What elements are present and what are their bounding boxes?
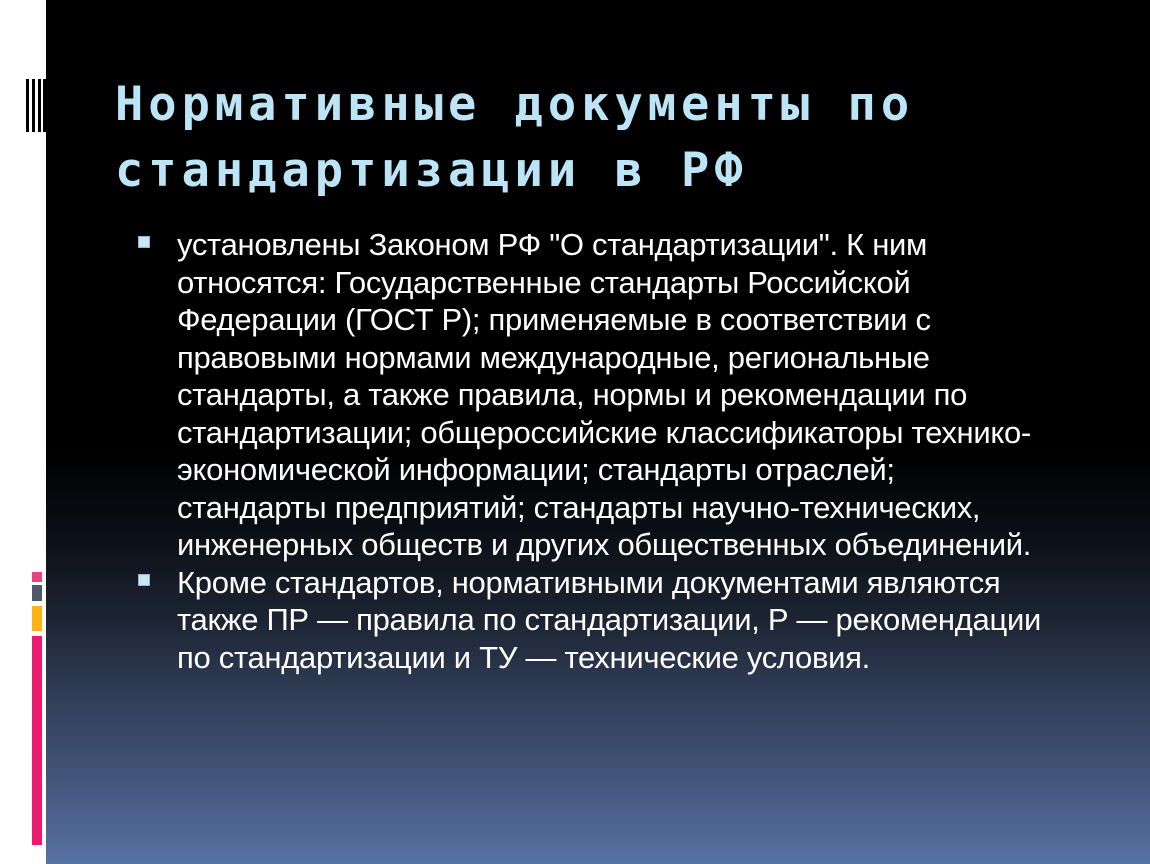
magenta-accent-bar xyxy=(32,636,42,845)
barcode-bar xyxy=(38,79,41,132)
bullet-square-icon xyxy=(138,574,150,586)
pink-square-icon xyxy=(32,572,42,582)
slate-square-icon xyxy=(32,585,42,601)
bullet-item xyxy=(138,226,1044,564)
bullet-item xyxy=(138,564,1044,677)
slide-title xyxy=(115,72,1115,204)
barcode-icon xyxy=(26,79,51,132)
bullet-paragraph: установлены Законом РФ "О стандартизации". К ним относятся: Государственные стандарты Российской Федерации (ГОСТ Р); применяемые в соответствии с правовыми нормами международные, региональные стандарты, а также правила, нормы и рекомендации по стандартизации; общероссийские классификаторы технико-экономической информации; стандарты отраслей; стандарты предприятий; стандарты научно-технических, инженерных обществ и других общественных объединений. xyxy=(177,227,1032,562)
bullet-square-icon xyxy=(138,236,150,248)
bullet-list xyxy=(138,226,1044,676)
barcode-bar xyxy=(32,79,35,132)
slide-title-line-1: Нормативные документы по xyxy=(115,77,915,132)
barcode-bar xyxy=(43,79,51,132)
amber-square-icon xyxy=(32,606,42,631)
bullet-paragraph: Кроме стандартов, нормативными документами являются также ПР — правила по стандартизации, Р — рекомендации по стандартизации и ТУ — технические условия. xyxy=(177,564,1041,675)
slide-title-line-2: стандартизации в РФ xyxy=(115,143,748,198)
barcode-bar xyxy=(26,79,29,132)
